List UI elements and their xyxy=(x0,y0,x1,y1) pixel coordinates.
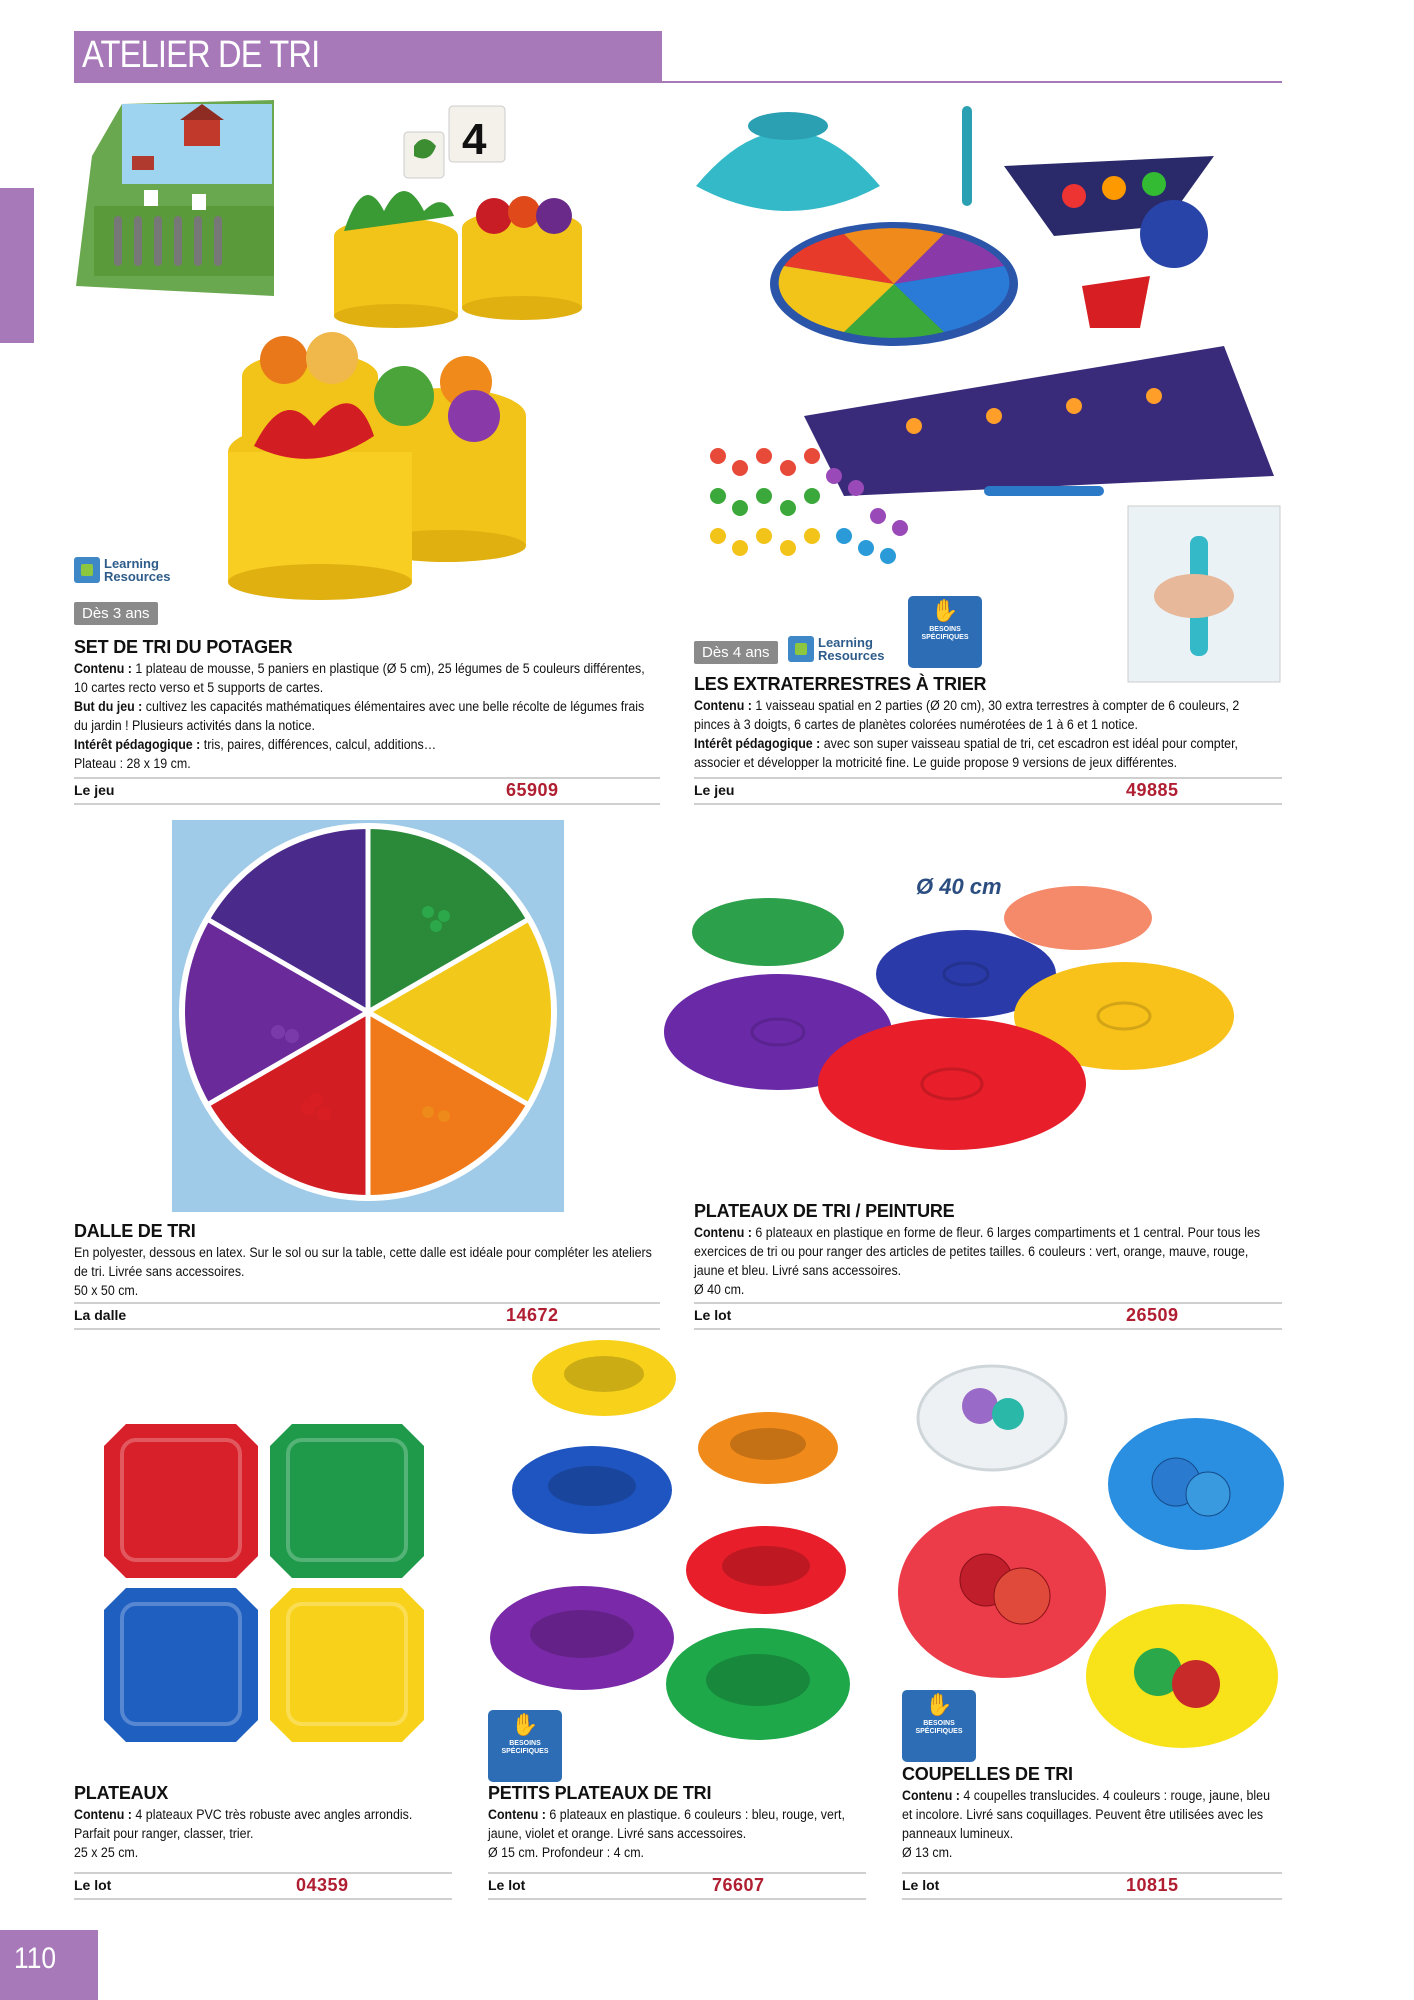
product-extra: Plateau : 28 x 19 cm. xyxy=(74,756,191,771)
petits-plateaux-image xyxy=(486,1338,866,1768)
product-extraterrestres: LES EXTRATERRESTRES À TRIER Contenu : 1 vaisseau spatial en 2 parties (Ø 20 cm), 30 extra terrestres à compter de 6 couleurs, 2 pinces à 3 doigts, 6 cartes de planètes colorées numérotées de 1 à 6 et 1 notice. Intérêt pédagogique : avec son super vaisseau spatial de tri, cet escadron est idéal pour compter, associer et développer la motricité fine. Le guide propose 9 versions de jeux différentes. xyxy=(694,673,1282,772)
price-row: Le jeu 65909 xyxy=(74,777,660,805)
product-potager: SET DE TRI DU POTAGER Contenu : 1 plateau de mousse, 5 paniers en plastique (Ø 5 cm), 25 légumes de 5 couleurs différentes, 10 cartes recto verso et 5 supports de cartes. But du jeu : cultivez les capacités mathématiques élémentaires avec une belle récolte de légumes frais du jardin ! Plusieurs activités dans la notice. Intérêt pédagogique : tris, paires, différences, calcul, additions… Plateau : 28 x 19 cm. xyxy=(74,636,660,773)
price-row: Le lot 76607 xyxy=(488,1872,866,1900)
learning-resources-logo: Learning Resources xyxy=(788,636,884,662)
product-title: COUPELLES DE TRI xyxy=(902,1764,1073,1784)
product-interet: tris, paires, différences, calcul, additions… xyxy=(203,737,437,752)
product-ref: 76607 xyxy=(712,1875,765,1895)
price-row: Le lot 10815 xyxy=(902,1872,1282,1900)
product-contenu: 1 vaisseau spatial en 2 parties (Ø 20 cm), 30 extra terrestres à compter de 6 couleurs, 2 pinces à 3 doigts, 6 cartes de planètes colorées numérotées de 1 à 6 et 1 notice. xyxy=(694,698,1240,732)
plateaux-image xyxy=(102,1420,426,1746)
product-ref: 26509 xyxy=(1126,1305,1179,1325)
product-but: cultivez les capacités mathématiques élémentaires avec une belle récolte de légumes frais du jardin ! Plusieurs activités dans la notice. xyxy=(74,699,645,733)
extraterrestres-image xyxy=(694,96,1284,686)
product-extra: Ø 40 cm. xyxy=(694,1282,745,1297)
hand-icon: ✋ xyxy=(925,1692,953,1717)
page-number: 110 xyxy=(14,1942,57,1975)
product-plateaux-peinture: PLATEAUX DE TRI / PEINTURE Contenu : 6 plateaux en plastique en forme de fleur. 6 larges compartiments et 1 central. Pour tous les exercices de tri ou pour ranger des articles de petites tailles. 6 couleurs : vert, orange, mauve, rouge, jaune et bleu. Livré sans accessoires. Ø 40 cm. xyxy=(694,1200,1282,1299)
price-row: La dalle 14672 xyxy=(74,1302,660,1330)
product-title: LES EXTRATERRESTRES À TRIER xyxy=(694,674,987,694)
header-divider xyxy=(662,81,1282,83)
age-badge: Dès 4 ans xyxy=(694,641,778,664)
product-contenu: 4 plateaux PVC très robuste avec angles arrondis. Parfait pour ranger, classer, trier. xyxy=(74,1807,413,1841)
product-contenu: 4 coupelles translucides. 4 couleurs : rouge, jaune, bleu et incolore. Livré sans coquillages. Peuvent être utilisées avec les panneaux lumineux. xyxy=(902,1788,1270,1841)
product-contenu: 6 plateaux en plastique en forme de fleur. 6 larges compartiments et 1 central. Pour tous les exercices de tri ou pour ranger des articles de petites tailles. 6 couleurs : vert, orange, mauve, rouge, jaune et bleu. Livré sans accessoires. xyxy=(694,1225,1261,1278)
product-interet: avec son super vaisseau spatial de tri, cet escadron est idéal pour compter, associer et développer la motricité fine. Le guide propose 9 versions de jeux différentes. xyxy=(694,736,1238,770)
product-title: PETITS PLATEAUX DE TRI xyxy=(488,1783,712,1803)
svg-text:4: 4 xyxy=(462,115,487,164)
hand-icon: ✋ xyxy=(931,598,959,623)
product-ref: 04359 xyxy=(296,1875,349,1895)
product-extra: 50 x 50 cm. xyxy=(74,1283,139,1298)
besoins-specifiques-badge: ✋ BESOINS SPÉCIFIQUES xyxy=(902,1690,976,1762)
product-extra: Ø 13 cm. xyxy=(902,1845,953,1860)
besoins-specifiques-badge: ✋ BESOINS SPÉCIFIQUES xyxy=(488,1710,562,1782)
plateaux-peinture-image xyxy=(648,876,1284,1176)
product-petits-plateaux: PETITS PLATEAUX DE TRI Contenu : 6 plateaux en plastique. 6 couleurs : bleu, rouge, vert, jaune, violet et orange. Livré sans accessoires. Ø 15 cm. Profondeur : 4 cm. xyxy=(488,1782,872,1862)
product-contenu: 1 plateau de mousse, 5 paniers en plastique (Ø 5 cm), 25 légumes de 5 couleurs différentes, 10 cartes recto verso et 5 supports de cartes. xyxy=(74,661,645,695)
potager-image xyxy=(74,96,584,616)
besoins-specifiques-badge: ✋ BESOINS SPÉCIFIQUES xyxy=(908,596,982,668)
product-body: En polyester, dessous en latex. Sur le sol ou sur la table, cette dalle est idéale pour compléter les ateliers de tri. Livrée sans accessoires. xyxy=(74,1245,652,1279)
product-title: SET DE TRI DU POTAGER xyxy=(74,637,293,657)
product-ref: 10815 xyxy=(1126,1875,1179,1895)
age-badge: Dès 3 ans xyxy=(74,602,158,625)
side-tab xyxy=(0,188,34,343)
product-coupelles: COUPELLES DE TRI Contenu : 4 coupelles translucides. 4 couleurs : rouge, jaune, bleu et incolore. Livré sans coquillages. Peuvent être utilisées avec les panneaux lumineux. Ø 13 cm. xyxy=(902,1763,1284,1862)
product-dalle xyxy=(74,1220,660,1300)
product-ref: 14672 xyxy=(506,1305,559,1325)
diameter-label: Ø 40 cm xyxy=(916,874,1002,899)
dalle-image xyxy=(172,820,564,1212)
learning-resources-logo: Learning Resources xyxy=(74,557,170,583)
page-title: ATELIER DE TRI xyxy=(82,34,320,76)
product-title: PLATEAUX DE TRI / PEINTURE xyxy=(694,1201,955,1221)
product-ref: 65909 xyxy=(506,780,559,800)
product-extra: 25 x 25 cm. xyxy=(74,1845,139,1860)
price-row: Le jeu 49885 xyxy=(694,777,1282,805)
hand-icon: ✋ xyxy=(511,1712,539,1737)
product-plateaux: PLATEAUX Contenu : 4 plateaux PVC très robuste avec angles arrondis. Parfait pour ranger, classer, trier. 25 x 25 cm. xyxy=(74,1782,454,1862)
product-title: PLATEAUX xyxy=(74,1783,169,1803)
product-ref: 49885 xyxy=(1126,780,1179,800)
price-row: Le lot 04359 xyxy=(74,1872,452,1900)
product-title: DALLE DE TRI xyxy=(74,1221,196,1241)
product-contenu: 6 plateaux en plastique. 6 couleurs : bleu, rouge, vert, jaune, violet et orange. Livré sans accessoires. xyxy=(488,1807,845,1841)
price-row: Le lot 26509 xyxy=(694,1302,1282,1330)
product-extra: Ø 15 cm. Profondeur : 4 cm. xyxy=(488,1845,645,1860)
